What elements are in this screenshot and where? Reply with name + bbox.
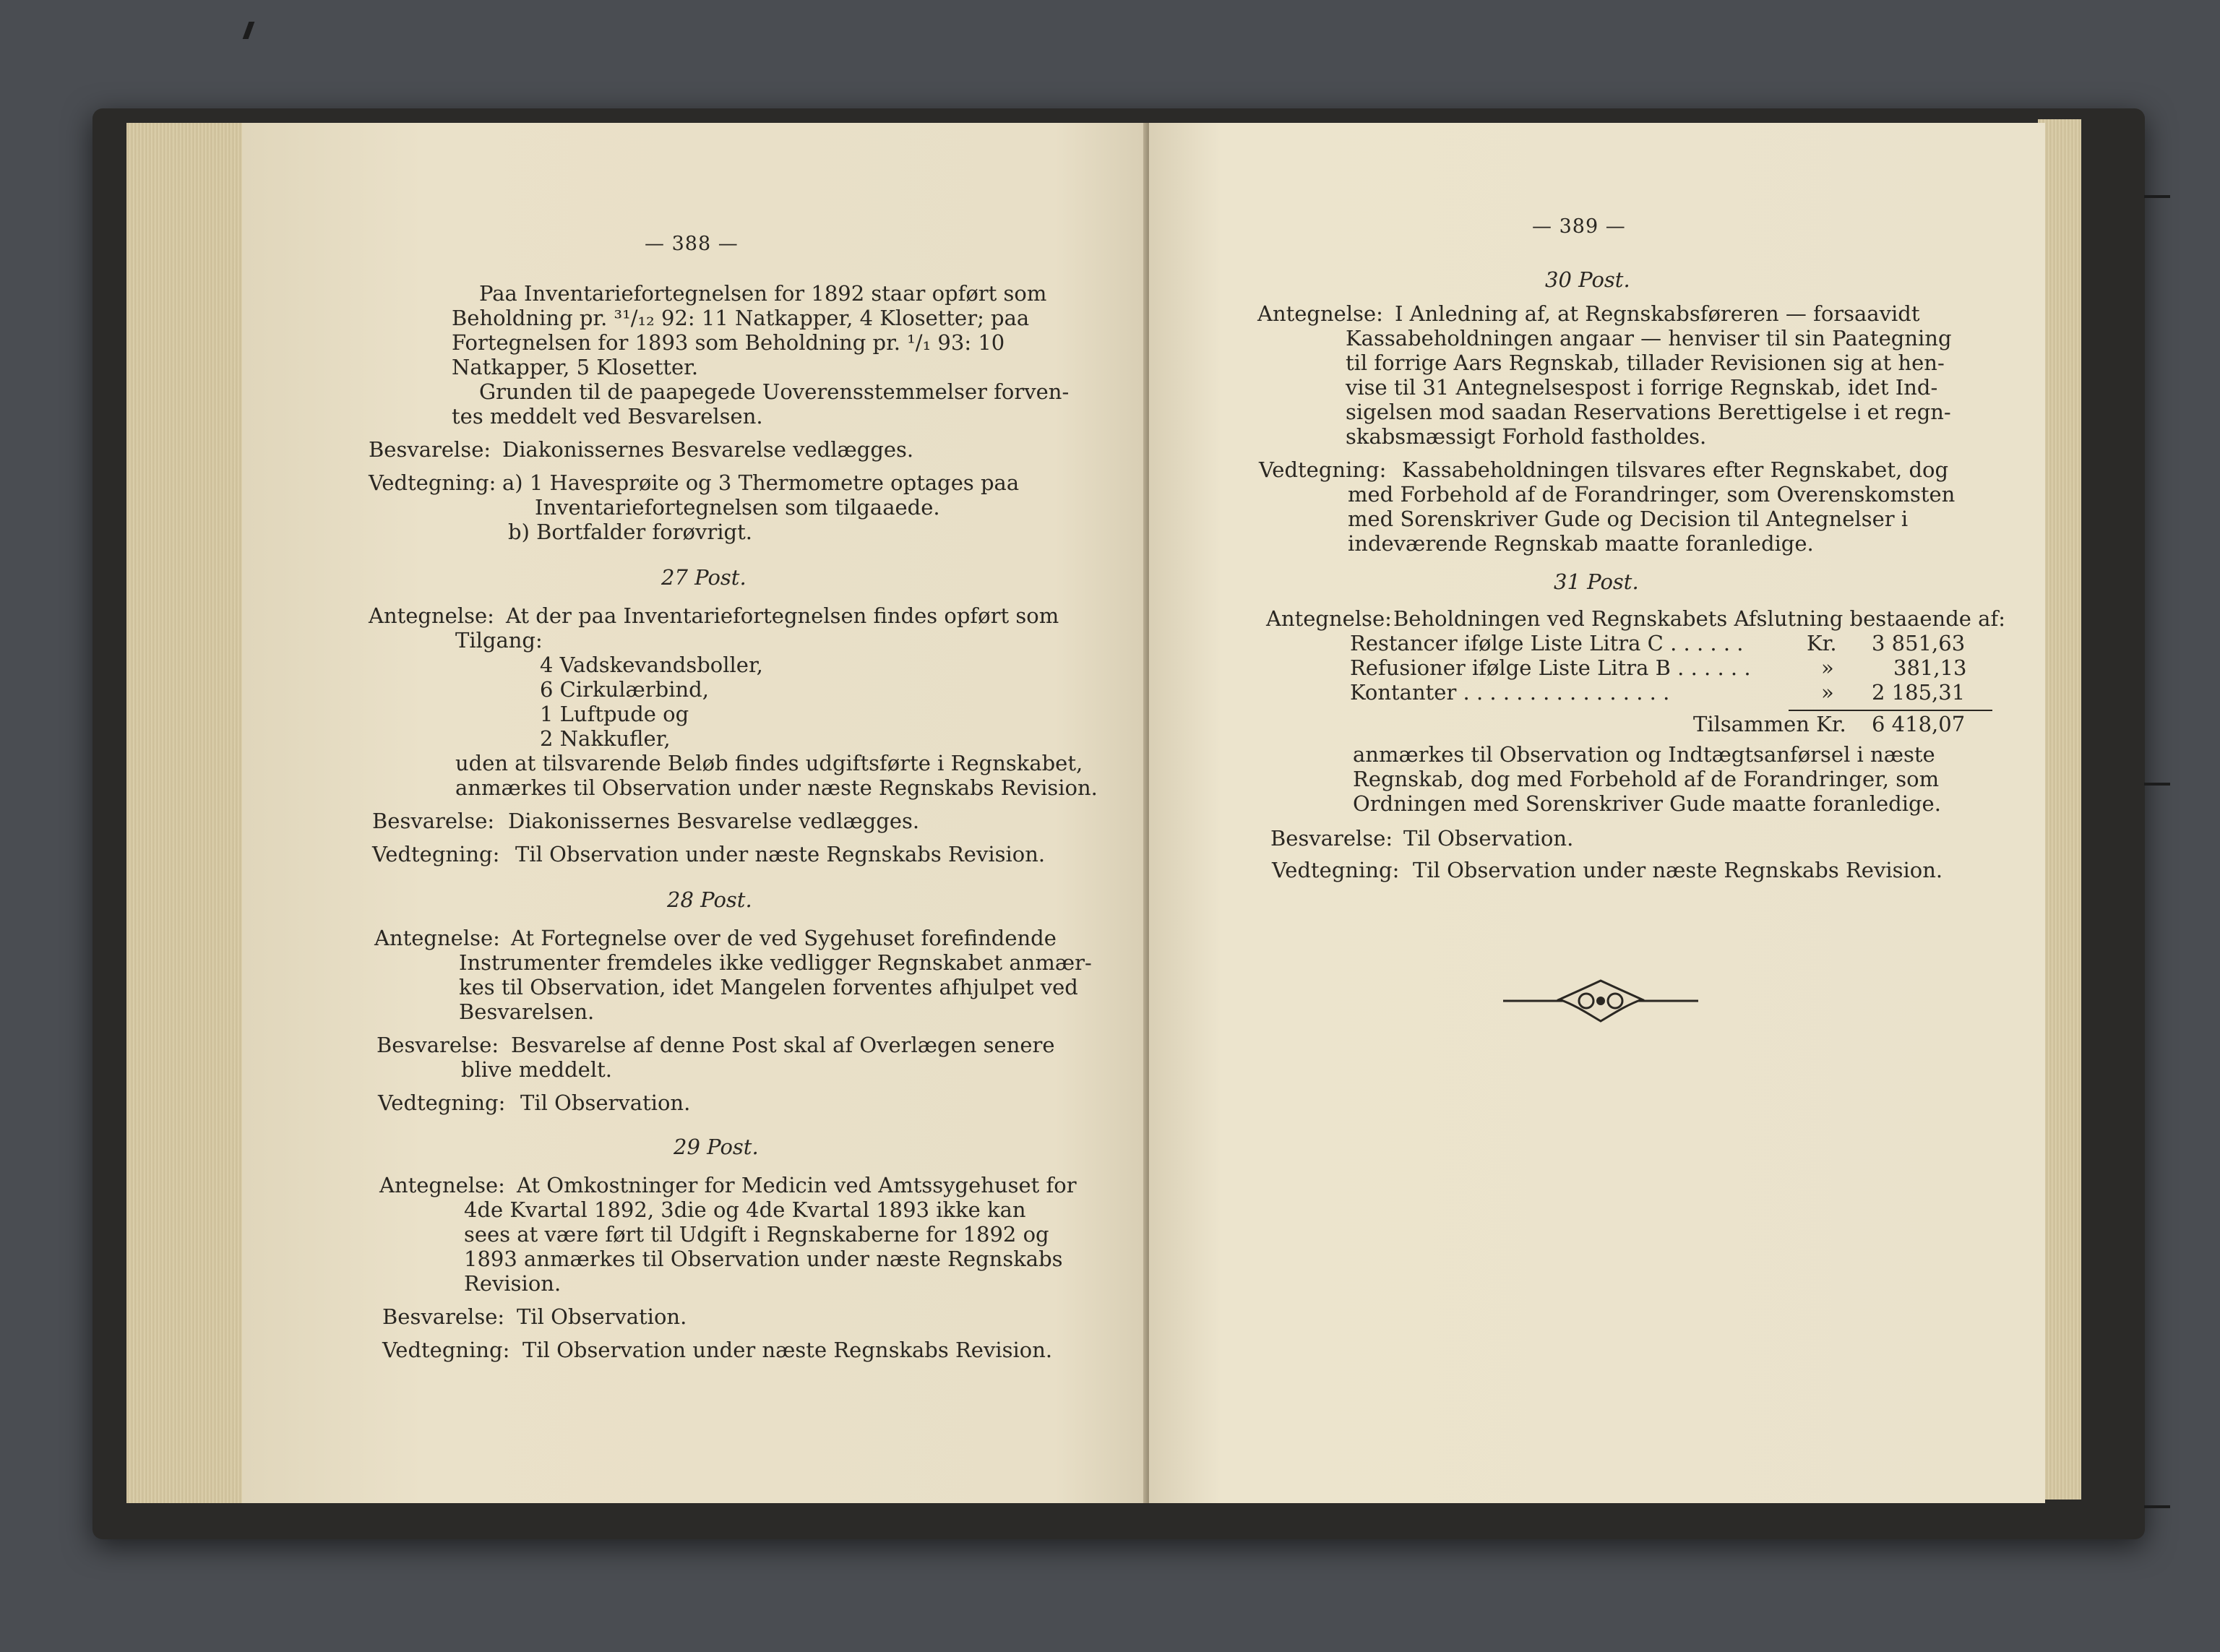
text-line: I Anledning af, at Regnskabsføreren — forsaavidt xyxy=(1395,301,1920,326)
besvarelse-label: Besvarelse: xyxy=(377,1033,499,1057)
text-line: Til Observation. xyxy=(520,1090,691,1115)
antegnelse-label: Antegnelse: xyxy=(374,926,500,950)
text-line: med Sorenskriver Gude og Decision til Antegnelser i xyxy=(1348,507,1909,531)
page-edges-left xyxy=(126,123,249,1503)
text-line: indeværende Regnskab maatte foranledige. xyxy=(1348,531,1814,556)
text-line: Diakonissernes Besvarelse vedlægges. xyxy=(508,809,920,833)
frame-mark xyxy=(2144,195,2170,198)
ledger-currency: » xyxy=(1821,680,1834,705)
text-line: uden at tilsvarende Beløb findes udgiftsførte i Regnskabet, xyxy=(455,751,1083,775)
page-number: — 389 — xyxy=(1532,215,1626,238)
text-line: Til Observation under næste Regnskabs Revision. xyxy=(1413,858,1943,882)
right-page xyxy=(1149,123,2045,1503)
text-line: b) Bortfalder forøvrigt. xyxy=(508,520,752,544)
text-line: Regnskab, dog med Forbehold af de Forandringer, som xyxy=(1353,767,1940,791)
text-line: skabsmæssigt Forhold fastholdes. xyxy=(1346,424,1707,449)
ledger-currency: » xyxy=(1821,655,1834,680)
text-line: Til Observation under næste Regnskabs Revision. xyxy=(522,1338,1053,1362)
text-line: Besvarelse af denne Post skal af Overlægen senere xyxy=(511,1033,1055,1057)
vedtegning-label: Vedtegning: xyxy=(369,470,496,495)
text-line: At Fortegnelse over de ved Sygehuset forefindende xyxy=(511,926,1057,950)
text-line: Grunden til de paapegede Uoverensstemmelser forven- xyxy=(479,379,1070,404)
text-line: Til Observation under næste Regnskabs Revision. xyxy=(515,842,1046,866)
text-line: 4 Vadskevandsboller, xyxy=(540,653,763,677)
besvarelse-label: Besvarelse: xyxy=(372,809,495,833)
post-heading: 30 Post. xyxy=(1545,267,1630,292)
text-line: Inventariefortegnelsen som tilgaaede. xyxy=(535,495,940,520)
text-line: Natkapper, 5 Klosetter. xyxy=(452,355,699,379)
text-line: Tilgang: xyxy=(455,628,543,653)
text-line: anmærkes til Observation og Indtægtsanførsel i næste xyxy=(1353,742,1935,767)
text-line: At Omkostninger for Medicin ved Amtssygehuset for xyxy=(517,1173,1077,1197)
text-line: med Forbehold af de Forandringer, som Overenskomsten xyxy=(1348,482,1956,507)
text-line: 6 Cirkulærbind, xyxy=(540,677,709,702)
vedtegning-label: Vedtegning: xyxy=(1272,858,1400,882)
text-line: Beholdning pr. ³¹/₁₂ 92: 11 Natkapper, 4 Klosetter; paa xyxy=(452,306,1030,330)
vedtegning-label: Vedtegning: xyxy=(372,842,500,866)
text-line: Kassabeholdningen tilsvares efter Regnskabet, dog xyxy=(1402,457,1949,482)
text-line: Revision. xyxy=(464,1271,562,1296)
text-line: Instrumenter fremdeles ikke vedligger Regnskabet anmær- xyxy=(459,950,1092,975)
text-line: 2 Nakkufler, xyxy=(540,726,671,751)
frame-mark xyxy=(243,22,255,39)
text-line: tes meddelt ved Besvarelsen. xyxy=(452,404,763,429)
besvarelse-label: Besvarelse: xyxy=(382,1304,505,1329)
text-line: Kassabeholdningen angaar — henviser til sin Paategning xyxy=(1346,326,1952,350)
ledger-currency: Kr. xyxy=(1807,631,1837,655)
post-heading: 31 Post. xyxy=(1554,569,1639,594)
text-line: Besvarelsen. xyxy=(459,999,595,1024)
text-line: a) 1 Havesprøite og 3 Thermometre optages paa xyxy=(502,470,1020,495)
ledger-amount: 381,13 xyxy=(1893,655,1967,680)
text-line: Diakonissernes Besvarelse vedlægges. xyxy=(502,437,914,462)
vedtegning-label: Vedtegning: xyxy=(378,1090,506,1115)
total-amount: 6 418,07 xyxy=(1872,712,1966,736)
text-line: Beholdningen ved Regnskabets Afslutning bestaaende af: xyxy=(1393,606,2005,631)
text-line: 1 Luftpude og xyxy=(540,702,689,726)
ledger-amount: 3 851,63 xyxy=(1872,631,1966,655)
text-line: sees at være ført til Udgift i Regnskaberne for 1892 og xyxy=(464,1222,1049,1247)
text-line: anmærkes til Observation under næste Regnskabs Revision. xyxy=(455,775,1098,800)
text-line: 1893 anmærkes til Observation under næste Regnskabs xyxy=(464,1247,1063,1271)
post-heading: 28 Post. xyxy=(667,887,752,912)
text-line: kes til Observation, idet Mangelen forventes afhjulpet ved xyxy=(459,975,1078,999)
text-line: 4de Kvartal 1892, 3die og 4de Kvartal 1893 ikke kan xyxy=(464,1197,1026,1222)
frame-mark xyxy=(2144,783,2170,786)
vedtegning-label: Vedtegning: xyxy=(1259,457,1387,482)
text-line: sigelsen mod saadan Reservations Berettigelse i et regn- xyxy=(1346,400,1951,424)
text-line: vise til 31 Antegnelsespost i forrige Regnskab, idet Ind- xyxy=(1346,375,1938,400)
ledger-label: Refusioner ifølge Liste Litra B . . . . . . xyxy=(1350,655,1751,680)
text-line: At der paa Inventariefortegnelsen findes opført som xyxy=(506,603,1059,628)
ledger-amount: 2 185,31 xyxy=(1872,680,1966,705)
page-number: — 388 — xyxy=(645,233,739,255)
frame-mark xyxy=(2144,1505,2170,1508)
antegnelse-label: Antegnelse: xyxy=(379,1173,505,1197)
vedtegning-label: Vedtegning: xyxy=(382,1338,510,1362)
besvarelse-label: Besvarelse: xyxy=(1270,826,1393,851)
antegnelse-label: Antegnelse: xyxy=(1257,301,1383,326)
total-label: Tilsammen Kr. xyxy=(1693,712,1846,736)
sum-rule xyxy=(1789,710,1992,711)
text-line: Ordningen med Sorenskriver Gude maatte foranledige. xyxy=(1353,791,1941,816)
besvarelse-label: Besvarelse: xyxy=(369,437,491,462)
ornament-icon xyxy=(1503,972,1698,1030)
ledger-label: Kontanter . . . . . . . . . . . . . . . . xyxy=(1350,680,1670,705)
antegnelse-label: Antegnelse: xyxy=(369,603,494,628)
text-line: Paa Inventariefortegnelsen for 1892 staar opført som xyxy=(479,281,1047,306)
text-line: Til Observation. xyxy=(517,1304,687,1329)
left-page xyxy=(242,123,1145,1503)
text-line: Fortegnelsen for 1893 som Beholdning pr. ¹/₁ 93: 10 xyxy=(452,330,1005,355)
text-line: blive meddelt. xyxy=(461,1057,612,1082)
post-heading: 29 Post. xyxy=(674,1135,759,1159)
post-heading: 27 Post. xyxy=(661,565,747,590)
text-line: Til Observation. xyxy=(1403,826,1574,851)
ledger-label: Restancer ifølge Liste Litra C . . . . . . xyxy=(1350,631,1744,655)
antegnelse-label: Antegnelse: xyxy=(1266,606,1392,631)
text-line: til forrige Aars Regnskab, tillader Revisionen sig at hen- xyxy=(1346,350,1945,375)
